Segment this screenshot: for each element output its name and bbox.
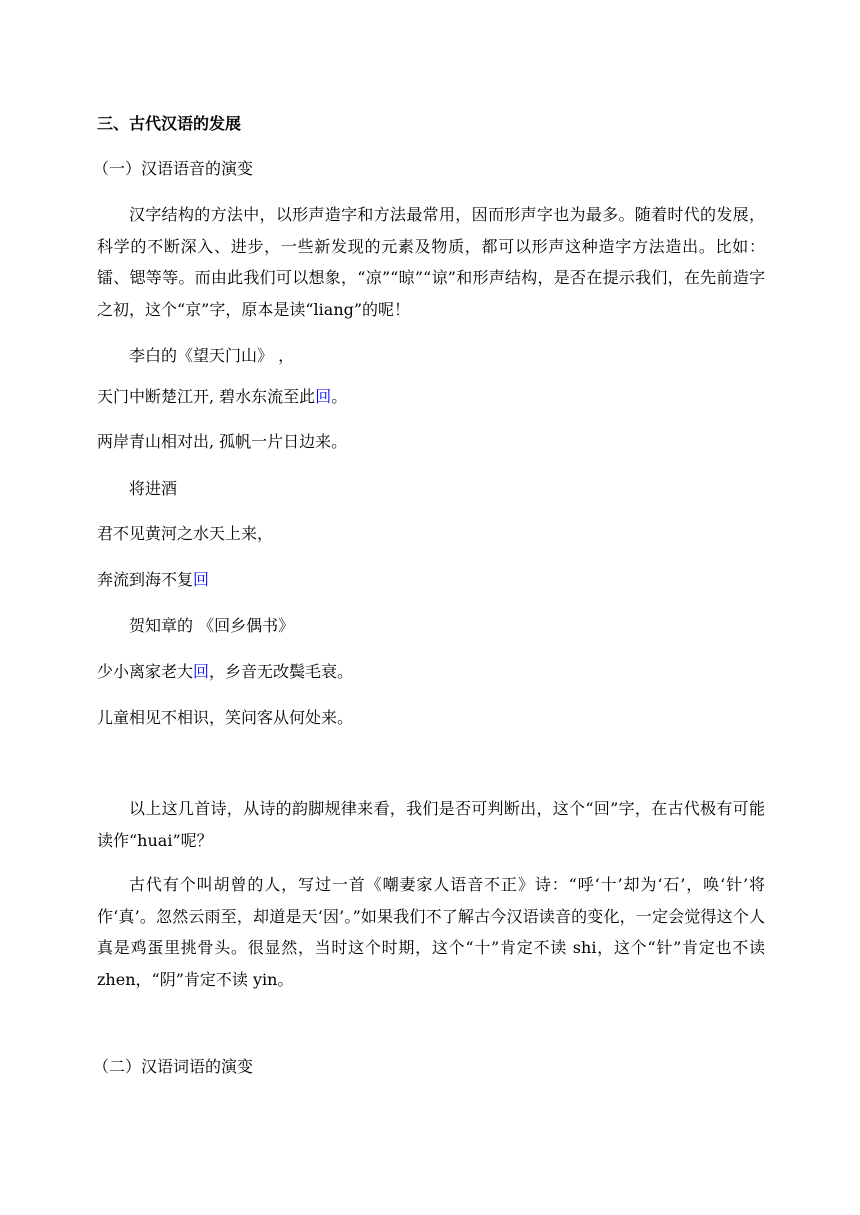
poem-line: 君不见黄河之水天上来， [97,524,274,543]
rhyme-character: 回 [193,570,210,589]
poem-title-jiang-jin-jiu: 将进酒 [129,479,178,498]
paragraph-hu-zeng-poem: 古代有个叫胡曾的人，写过一首《嘲妻家人语音不正》诗：“呼‘十’却为‘石’，唤‘针’将作‘真’。忽然云雨至，却道是天‘因’。”如果我们不了解古今汉语读音的变化，一定会觉得这个人真是鸡蛋里挑骨头。很显然，当时这个时期，这个“十”肯定不读 shi，这个“针”肯定也不读 zhen，“阴”肯定不读 yin。 [97,875,765,989]
poem-title-li-bai: 李白的《望天门山》 ， [129,346,295,365]
poem-line: 两岸青山相对出, 孤帆一片日边来。 [97,432,348,451]
paragraph-rhyme-analysis: 以上这几首诗，从诗的韵脚规律来看，我们是否可判断出，这个“回”字，在古代极有可能读作“huai”呢？ [97,799,765,850]
poem-line-text: 天门中断楚江开, 碧水东流至此 [97,387,316,406]
poem-line [97,564,769,596]
section-heading: 三、古代汉语的发展 [97,114,242,133]
subsection-heading-vocabulary: （二）汉语词语的演变 [93,1057,254,1076]
poem-line-text: ，乡音无改鬓毛衰。 [209,662,354,681]
poem-line [97,656,769,688]
rhyme-character: 回 [193,662,210,681]
subsection-heading-phonetics: （一）汉语语音的演变 [93,159,254,178]
poem-line-text: 奔流到海不复 [97,570,194,589]
poem-title-he-zhizhang: 贺知章的 《回乡偶书》 [129,616,295,635]
rhyme-character: 回 [315,387,332,406]
paragraph-phonetic-compounds: 汉字结构的方法中，以形声造字和方法最常用，因而形声字也为最多。随着时代的发展，科学的不断深入、进步，一些新发现的元素及物质，都可以形声这种造字方法造出。比如：镭、锶等等。而由此我们可以想象，“凉”“晾”“谅”和形声结构，是否在提示我们，在先前造字之初，这个“京”字，原本是读“liang”的呢！ [97,205,765,319]
poem-line: 儿童相见不相识，笑问客从何处来。 [97,708,354,727]
poem-line [97,381,769,413]
poem-line-punct: 。 [331,387,348,406]
poem-line-text: 少小离家老大 [97,662,194,681]
